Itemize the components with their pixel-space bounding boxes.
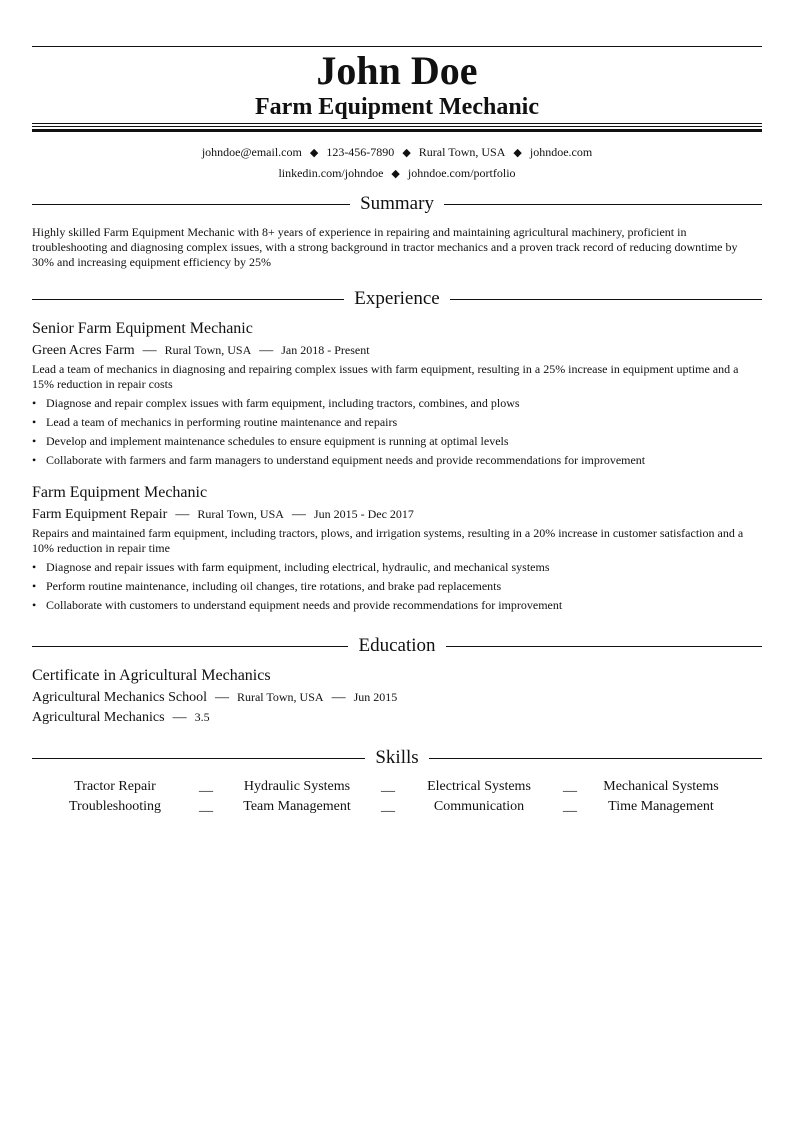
skill-item: Time Management: [608, 799, 714, 814]
education-school: Agricultural Mechanics School: [32, 690, 207, 705]
education-location: Rural Town, USA: [236, 690, 324, 704]
education-field-row: [32, 708, 210, 727]
dash-separator: —: [142, 343, 157, 358]
section-rule: [450, 299, 762, 300]
section-rule: [444, 204, 762, 205]
section-rule: [32, 299, 344, 300]
contact-linkedin[interactable]: linkedin.com/johndoe: [278, 166, 384, 180]
job-description: Repairs and maintained farm equipment, including tractors, plows, and irrigation systems, resulting in a 20% increase in customer satisfaction and a 10% reduction in repair time: [32, 526, 744, 555]
candidate-title: Farm Equipment Mechanic: [255, 94, 539, 120]
contact-line-1: [32, 144, 762, 161]
bullet-text: Perform routine maintenance, including oil changes, tire rotations, and brake pad replacements: [46, 579, 502, 593]
skills-section-header: [32, 746, 762, 770]
bullet-text: Lead a team of mechanics in performing routine maintenance and repairs: [46, 415, 398, 429]
job-bullets: [32, 560, 762, 617]
education-field: Agricultural Mechanics: [32, 710, 165, 725]
list-item: [32, 598, 762, 617]
education-date: Jun 2015: [353, 690, 398, 704]
bullet-text: Collaborate with farmers and farm managers to understand equipment needs and provide recommendations for improvement: [46, 453, 646, 467]
section-rule: [32, 646, 348, 647]
contact-portfolio[interactable]: johndoe.com/portfolio: [407, 166, 516, 180]
bullet-icon: •: [32, 579, 37, 593]
skill-item: Hydraulic Systems: [243, 779, 351, 794]
experience-heading: Experience: [354, 288, 440, 309]
education-section-header: [32, 634, 762, 658]
dash-separator: —: [172, 710, 187, 725]
diamond-separator-icon: ◆: [391, 168, 400, 180]
contact-phone[interactable]: 123-456-7890: [326, 145, 395, 159]
section-rule: [446, 646, 762, 647]
skill-separator: __: [381, 779, 395, 794]
skill-item: Mechanical Systems: [603, 779, 719, 794]
list-item: [32, 434, 762, 453]
skill-item: Electrical Systems: [427, 779, 531, 794]
education-degree: Certificate in Agricultural Mechanics: [32, 667, 271, 684]
education-gpa: 3.5: [194, 710, 210, 724]
dash-separator: —: [214, 690, 229, 705]
summary-heading: Summary: [360, 193, 434, 214]
dash-separator: —: [331, 690, 346, 705]
header-top-rule: [32, 46, 762, 47]
dash-separator: —: [291, 507, 306, 522]
bullet-text: Collaborate with customers to understand equipment needs and provide recommendations for improvement: [46, 598, 563, 612]
education-heading: Education: [358, 635, 436, 656]
skill-item: Tractor Repair: [74, 779, 156, 794]
list-item: [32, 560, 762, 579]
skill-item: Troubleshooting: [68, 799, 162, 814]
skills-heading: Skills: [375, 747, 419, 768]
candidate-name: John Doe: [316, 48, 478, 93]
bullet-text: Develop and implement maintenance schedules to ensure equipment is running at optimal levels: [46, 434, 509, 448]
contact-email[interactable]: johndoe@email.com: [201, 145, 302, 159]
job-title: Senior Farm Equipment Mechanic: [32, 320, 253, 337]
skill-separator: __: [563, 779, 577, 794]
bullet-icon: •: [32, 415, 37, 429]
job-dates: Jan 2018 - Present: [281, 343, 370, 357]
skill-item: Team Management: [243, 799, 351, 814]
header-rule: [32, 126, 762, 127]
section-rule: [429, 758, 762, 759]
dash-separator: —: [259, 343, 274, 358]
bullet-icon: •: [32, 453, 37, 467]
dash-separator: —: [175, 507, 190, 522]
header-rule: [32, 129, 762, 132]
skills-grid: [32, 778, 762, 818]
list-item: [32, 396, 762, 415]
job-bullets: [32, 396, 762, 472]
list-item: [32, 579, 762, 598]
bullet-icon: •: [32, 598, 37, 612]
header-rule: [32, 123, 762, 124]
diamond-separator-icon: ◆: [513, 147, 522, 159]
bullet-icon: •: [32, 396, 37, 410]
contact-location: Rural Town, USA: [418, 145, 506, 159]
skill-separator: __: [563, 799, 577, 814]
job-company: Farm Equipment Repair: [32, 507, 168, 522]
skill-separator: __: [199, 799, 213, 814]
skill-separator: __: [381, 799, 395, 814]
summary-section-header: [32, 192, 762, 216]
skills-row: [32, 798, 762, 818]
bullet-icon: •: [32, 560, 37, 574]
job-company: Green Acres Farm: [32, 343, 135, 358]
job-location: Rural Town, USA: [164, 343, 252, 357]
diamond-separator-icon: ◆: [402, 147, 411, 159]
job-meta: [32, 505, 414, 524]
list-item: [32, 415, 762, 434]
section-rule: [32, 758, 365, 759]
bullet-icon: •: [32, 434, 37, 448]
job-meta: [32, 341, 370, 360]
education-meta: [32, 688, 397, 707]
skill-item: Communication: [433, 799, 525, 814]
contact-website[interactable]: johndoe.com: [529, 145, 593, 159]
bullet-text: Diagnose and repair complex issues with farm equipment, including tractors, combines, and plows: [46, 396, 520, 410]
section-rule: [32, 204, 350, 205]
job-dates: Jun 2015 - Dec 2017: [313, 507, 414, 521]
skill-separator: __: [199, 779, 213, 794]
job-title: Farm Equipment Mechanic: [32, 484, 208, 501]
list-item: [32, 453, 762, 472]
experience-section-header: [32, 287, 762, 311]
bullet-text: Diagnose and repair issues with farm equipment, including electrical, hydraulic, and mechanical systems: [46, 560, 550, 574]
summary-text: Highly skilled Farm Equipment Mechanic with 8+ years of experience in repairing and maintaining agricultural machinery, proficient in troubleshooting and diagnosing complex issues, with a strong background in tractor mechanics and a proven track record of reducing downtime by 30% and increasing equipment efficiency by 25%: [32, 225, 738, 269]
contact-line-2: [32, 165, 762, 182]
diamond-separator-icon: ◆: [309, 147, 319, 159]
job-description: Lead a team of mechanics in diagnosing and repairing complex issues with farm equipment, resulting in a 25% increase in equipment uptime and a 15% reduction in repair costs: [32, 362, 739, 391]
job-location: Rural Town, USA: [197, 507, 284, 521]
skills-row: [32, 778, 762, 798]
